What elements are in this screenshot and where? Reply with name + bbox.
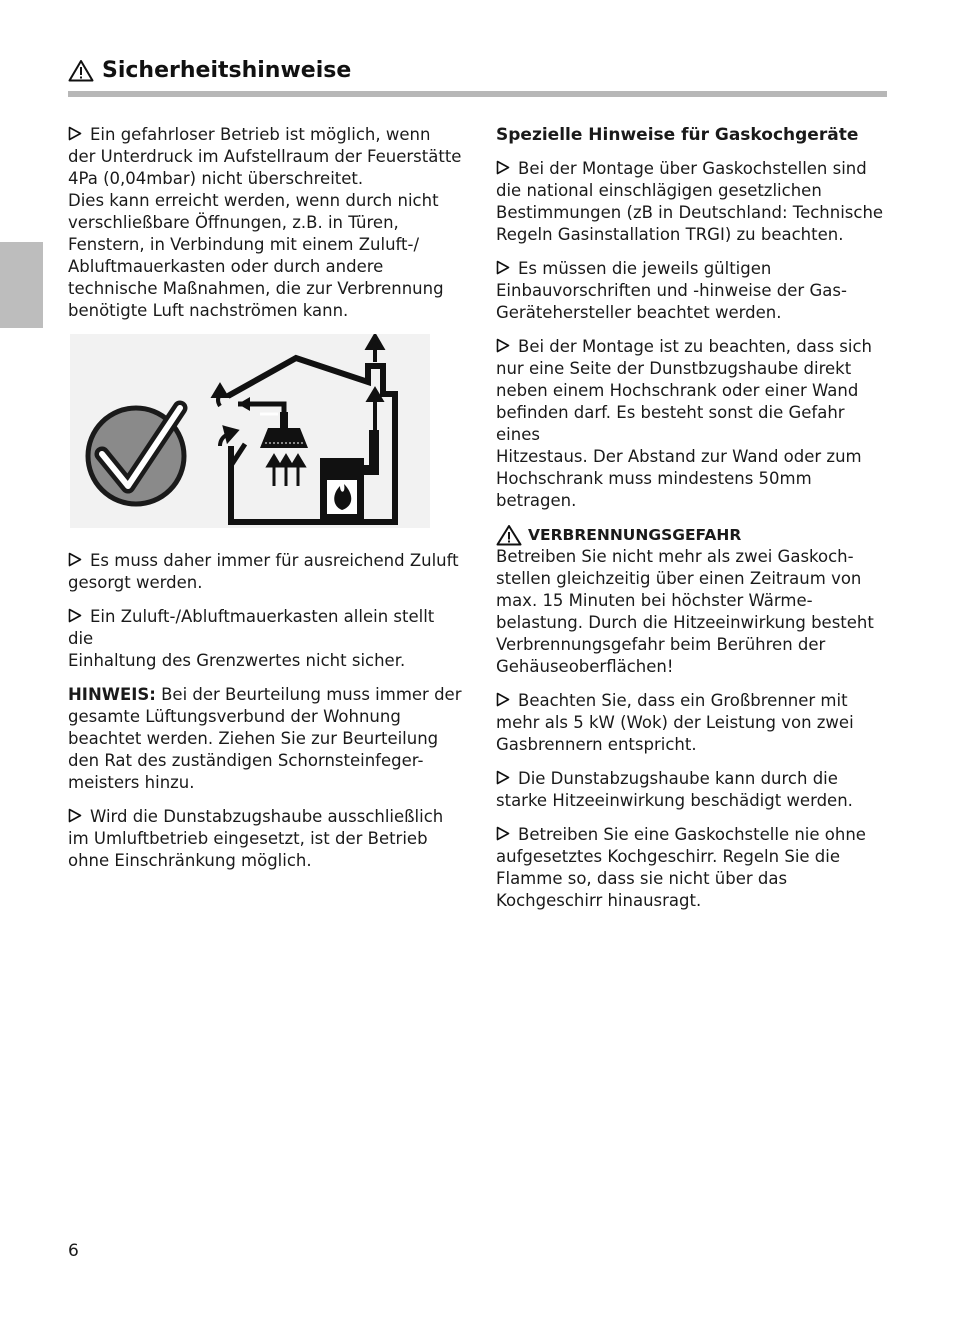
text-line: Kochgeschirr hinausragt. [496,891,702,910]
bullet-triangle-icon [496,826,510,841]
text-line: Ein Zuluft-/Abluftmauerkasten allein stellt die [68,607,435,648]
ventilation-illustration [70,334,430,528]
text-line: der Unterdruck im Aufstellraum der Feuerstätte [68,147,462,166]
paragraph-sufficient-air [68,550,462,594]
text-line: mehr als 5 kW (Wok) der Leistung von zwei [496,713,854,732]
text-line: ohne Einschränkung möglich. [68,851,312,870]
text-line: gesorgt werden. [68,573,203,592]
paragraph-vacuum-condition [68,124,462,322]
text-line: Es muss daher immer für ausreichend Zuluft [90,551,459,570]
warning-title: VERBRENNUNGSGEFAHR [528,526,742,544]
text-line: Bei der Montage ist zu beachten, dass sich [518,337,873,356]
text-line: im Umluftbetrieb eingesetzt, ist der Betrieb [68,829,428,848]
text-line: Wird die Dunstabzugshaube ausschließlich [90,807,444,826]
chapter-tab-marker [0,242,43,328]
text-line: Hitzestaus. Der Abstand zur Wand oder zum [496,447,862,466]
paragraph-wall-distance [496,336,886,512]
text-line: Abluftmauerkasten oder durch andere [68,257,384,276]
text-line: gesamte Lüftungsverbund der Wohnung [68,707,401,726]
text-line: Beachten Sie, dass ein Großbrenner mit [518,691,848,710]
warning-heading [496,524,886,546]
paragraph-note [68,684,462,794]
text-line: Einhaltung des Grenzwertes nicht sicher. [68,651,406,670]
bullet-triangle-icon [496,338,510,353]
page-title [68,58,351,83]
text-line: starke Hitzeeinwirkung beschädigt werden. [496,791,853,810]
text-line: Betreiben Sie nicht mehr als zwei Gaskoch- [496,547,854,566]
text-line: den Rat des zuständigen Schornsteinfeger- [68,751,424,770]
right-column [496,124,886,924]
paragraph-wok-burner [496,690,886,756]
text-line: Einbauvorschriften und -hinweise der Gas- [496,281,847,300]
text-line: Verbrennungsgefahr beim Berühren der [496,635,826,654]
warning-burn-block [496,524,886,678]
paragraph-wall-box [68,606,462,672]
text-line: Die Dunstabzugshaube kann durch die [518,769,838,788]
fireplace-flame-icon [320,458,364,520]
text-line: meisters hinzu. [68,773,195,792]
text-line: technische Maßnahmen, die zur Verbrennung [68,279,444,298]
text-line: neben einem Hochschrank oder einer Wand [496,381,859,400]
paragraph-heat-damage [496,768,886,812]
bullet-triangle-icon [496,260,510,275]
text-line: beachtet werden. Ziehen Sie zur Beurteilung [68,729,439,748]
left-column [68,124,462,884]
text-line: verschließbare Öffnungen, z.B. in Türen, [68,213,399,232]
text-line: aufgesetztes Kochgeschirr. Regeln Sie die [496,847,841,866]
section-heading-gas: Spezielle Hinweise für Gaskochgeräte [496,125,859,145]
text-line: Regeln Gasinstallation TRGI) zu beachten. [496,225,844,244]
paragraph-recirculation [68,806,462,872]
text-line: Bestimmungen (zB in Deutschland: Technische [496,203,884,222]
paragraph-gas-regulations [496,158,886,246]
bullet-triangle-icon [68,808,82,823]
bullet-triangle-icon [68,126,82,141]
text-line: Dies kann erreicht werden, wenn durch nicht [68,191,439,210]
text-line: Gasbrennern entspricht. [496,735,697,754]
text-line: Hochschrank muss mindestens 50mm [496,469,812,488]
text-line: Fenstern, in Verbindung mit einem Zuluft-/ [68,235,420,254]
paragraph-cookware [496,824,886,912]
text-line: Bei der Montage über Gaskochstellen sind [518,159,867,178]
paragraph-install-rules [496,258,886,324]
page-number: 6 [68,1241,79,1261]
bullet-triangle-icon [496,692,510,707]
warning-triangle-icon [496,524,522,546]
text-line: Betreiben Sie eine Gaskochstelle nie ohne [518,825,866,844]
text-line: Gerätehersteller beachtet werden. [496,303,782,322]
checkmark-circle-icon [88,408,184,504]
text-line: befinden darf. Es besteht sonst die Gefahr eines [496,403,845,444]
text-line: betragen. [496,491,577,510]
text-line: 4Pa (0,04mbar) nicht überschreitet. [68,169,364,188]
bullet-triangle-icon [496,160,510,175]
text-line: Gehäuseoberflächen! [496,657,674,676]
text-line: belastung. Durch die Hitzeeinwirkung besteht [496,613,874,632]
text-line: Flamme so, dass sie nicht über das [496,869,788,888]
text-line: nur eine Seite der Dunstbzugshaube direkt [496,359,852,378]
title-divider [68,91,887,97]
note-label: HINWEIS: [68,685,156,704]
bullet-triangle-icon [496,770,510,785]
bullet-triangle-icon [68,608,82,623]
text-line: Es müssen die jeweils gültigen [518,259,772,278]
bullet-triangle-icon [68,552,82,567]
warning-triangle-icon [68,59,94,82]
text-line: die national einschlägigen gesetzlichen [496,181,822,200]
text-line: benötigte Luft nachströmen kann. [68,301,349,320]
text-line: max. 15 Minuten bei höchster Wärme- [496,591,813,610]
text-line: Bei der Beurteilung muss immer der [155,685,462,704]
text-line: stellen gleichzeitig über einen Zeitraum von [496,569,862,588]
text-line: Ein gefahrloser Betrieb ist möglich, wenn [90,125,431,144]
page-title-text: Sicherheitshinweise [102,58,352,83]
